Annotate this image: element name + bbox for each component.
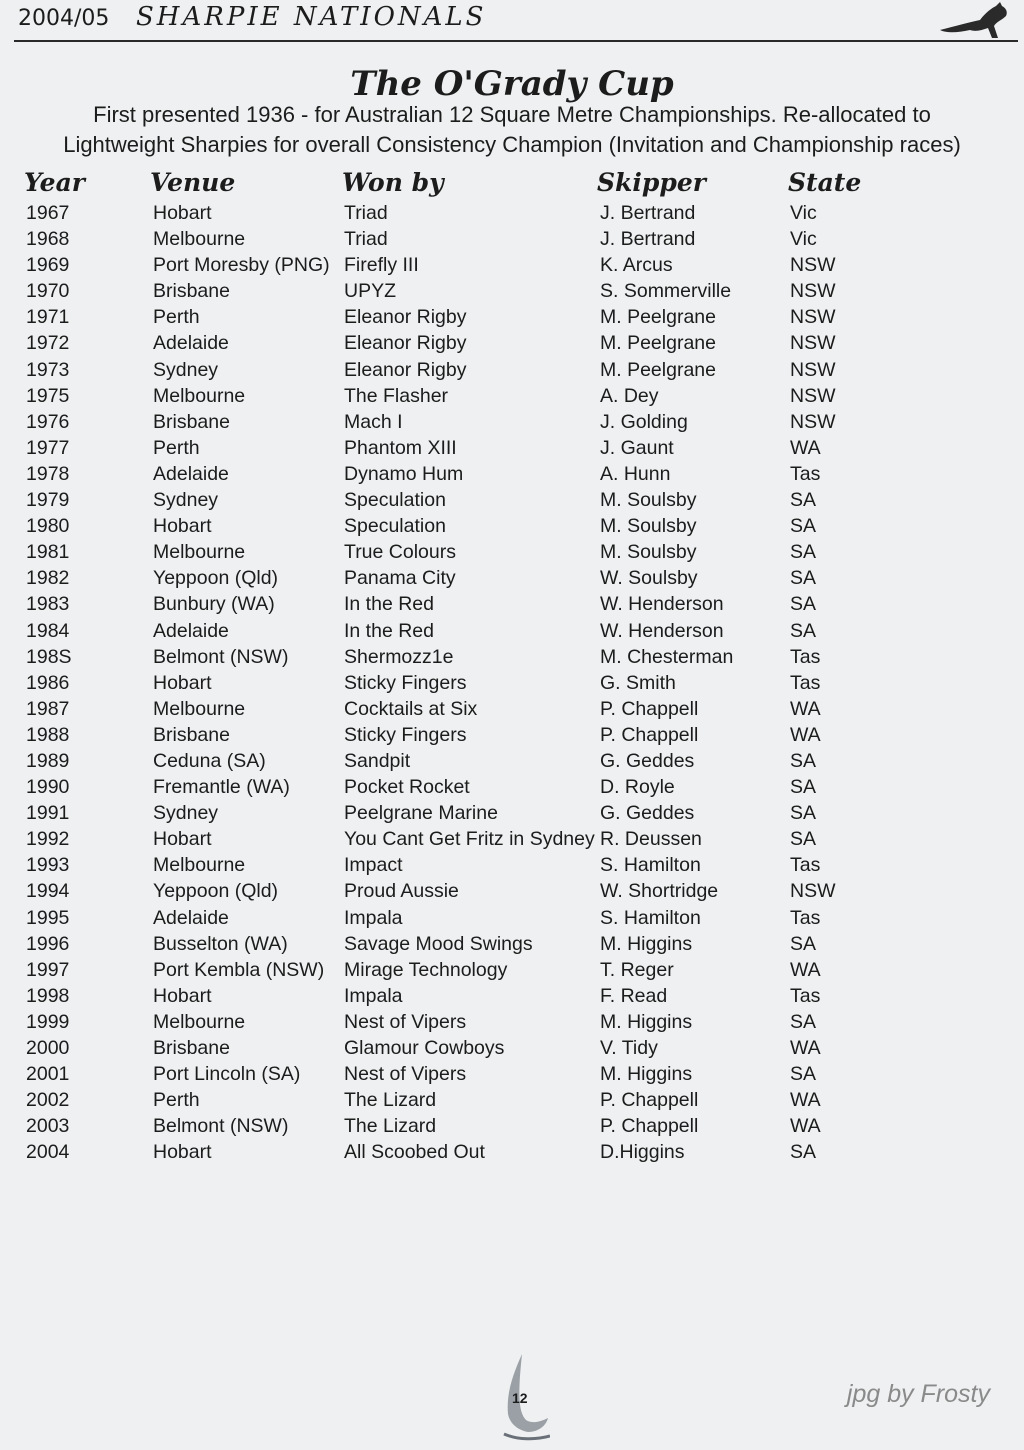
cell-venue: Brisbane	[153, 723, 230, 746]
cell-won-by: The Lizard	[344, 1115, 437, 1138]
cell-state: SA	[790, 489, 817, 512]
cell-won-by: Impala	[344, 906, 403, 929]
cell-won-by: Sticky Fingers	[344, 671, 467, 694]
cup-title: The O'Grady Cup	[350, 64, 674, 104]
table-row	[0, 826, 1024, 852]
subtitle	[40, 100, 984, 160]
cell-year: 1972	[26, 332, 70, 355]
table-row	[0, 304, 1024, 330]
cell-venue: Port Kembla (NSW)	[153, 958, 325, 981]
table-row	[0, 878, 1024, 904]
cell-won-by: You Cant Get Fritz in Sydney	[344, 828, 595, 851]
cell-venue: Hobart	[153, 984, 212, 1007]
page-number: 12	[512, 1390, 528, 1406]
cell-venue: Adelaide	[153, 462, 229, 485]
table-row	[0, 931, 1024, 957]
cell-skipper: D.Higgins	[600, 1141, 685, 1164]
cell-won-by: Speculation	[344, 515, 446, 538]
cell-skipper: F. Read	[600, 984, 668, 1007]
cell-skipper: J. Bertrand	[600, 202, 696, 224]
cell-venue: Perth	[153, 306, 200, 329]
cell-skipper: M. Peelgrane	[600, 358, 716, 381]
cell-venue: Hobart	[153, 828, 212, 851]
cell-state: SA	[790, 619, 817, 642]
cell-venue: Port Moresby (PNG)	[153, 254, 330, 277]
cell-year: 1991	[26, 802, 70, 825]
cell-skipper: W. Shortridge	[600, 880, 719, 903]
cell-skipper: W. Soulsby	[600, 567, 698, 590]
cell-year: 1971	[26, 306, 70, 329]
table-row	[0, 696, 1024, 722]
cell-year: 198S	[26, 645, 72, 668]
cell-won-by: Mach I	[344, 410, 403, 433]
cell-year: 2002	[26, 1089, 70, 1112]
cell-year: 1981	[26, 541, 70, 564]
cell-year: 1975	[26, 384, 70, 407]
table-row	[0, 330, 1024, 356]
cell-venue: Ceduna (SA)	[153, 749, 266, 772]
cell-year: 1988	[26, 723, 70, 746]
cell-venue: Port Lincoln (SA)	[153, 1063, 301, 1086]
cell-year: 1986	[26, 671, 70, 694]
cell-venue: Sydney	[153, 489, 219, 512]
cell-won-by: Peelgrane Marine	[344, 802, 498, 825]
cell-year: 1976	[26, 410, 70, 433]
cell-skipper: G. Smith	[600, 671, 676, 694]
cell-venue: Melbourne	[153, 1010, 246, 1033]
cell-skipper: J. Gaunt	[600, 436, 674, 459]
cell-venue: Bunbury (WA)	[153, 593, 275, 616]
cell-skipper: M. Higgins	[600, 932, 693, 955]
cell-state: NSW	[790, 254, 836, 277]
cell-won-by: Firefly III	[344, 254, 419, 277]
cell-state: SA	[790, 515, 817, 538]
cell-venue: Yeppoon (Qld)	[153, 567, 279, 590]
cell-venue: Melbourne	[153, 384, 246, 407]
subtitle-line-1: First presented 1936 - for Australian 12 Square Metre Championships. Re-allocated to	[93, 102, 931, 127]
cell-skipper: J. Bertrand	[600, 228, 696, 251]
cell-won-by: Speculation	[344, 489, 446, 512]
table-row	[0, 983, 1024, 1009]
cell-venue: Belmont (NSW)	[153, 1115, 289, 1138]
cell-skipper: M. Soulsby	[600, 515, 697, 538]
table-row	[0, 435, 1024, 461]
cell-skipper: P. Chappell	[600, 723, 699, 746]
cell-skipper: S. Sommerville	[600, 280, 732, 303]
column-header-year: Year	[24, 168, 85, 197]
cell-state: WA	[790, 1115, 821, 1138]
cell-won-by: Impact	[344, 854, 403, 877]
cell-state: Tas	[790, 462, 821, 485]
cell-skipper: M. Higgins	[600, 1010, 693, 1033]
cell-venue: Perth	[153, 1089, 200, 1112]
header-title: SHARPIE NATIONALS	[136, 2, 487, 32]
cell-won-by: Sticky Fingers	[344, 723, 467, 746]
table-row	[0, 1139, 1024, 1165]
cell-state: WA	[790, 1037, 821, 1059]
cell-state: Tas	[790, 906, 821, 929]
cell-won-by: The Lizard	[344, 1089, 437, 1112]
cell-skipper: M. Chesterman	[600, 645, 734, 668]
table-row	[0, 487, 1024, 513]
cell-year: 1998	[26, 984, 70, 1007]
cell-skipper: W. Henderson	[600, 619, 724, 642]
table-row	[0, 774, 1024, 800]
cell-year: 1969	[26, 254, 70, 277]
cell-state: SA	[790, 932, 817, 955]
cell-skipper: T. Reger	[600, 958, 674, 981]
cell-venue: Busselton (WA)	[153, 932, 288, 955]
cell-state: NSW	[790, 410, 836, 433]
cell-won-by: Eleanor Rigby	[344, 332, 467, 355]
table-row	[0, 252, 1024, 278]
cell-state: WA	[790, 723, 821, 746]
cell-year: 1973	[26, 358, 70, 381]
cell-skipper: J. Golding	[600, 410, 688, 433]
cell-won-by: Dynamo Hum	[344, 462, 464, 485]
column-header-won-by: Won by	[342, 168, 444, 197]
table-row	[0, 513, 1024, 539]
cell-state: SA	[790, 567, 817, 590]
cell-skipper: V. Tidy	[600, 1037, 658, 1059]
cell-skipper: G. Geddes	[600, 749, 695, 772]
cell-year: 1992	[26, 828, 70, 851]
subtitle-line-2: Lightweight Sharpies for overall Consistency Champion (Invitation and Championship races)	[63, 132, 961, 157]
cell-won-by: Triad	[344, 228, 388, 251]
cell-year: 1995	[26, 906, 70, 929]
cell-venue: Hobart	[153, 202, 212, 224]
cell-won-by: In the Red	[344, 593, 434, 616]
table-row	[0, 565, 1024, 591]
cell-venue: Brisbane	[153, 410, 230, 433]
cell-venue: Belmont (NSW)	[153, 645, 289, 668]
column-header-venue: Venue	[150, 168, 236, 197]
cell-skipper: S. Hamilton	[600, 906, 701, 929]
table-row	[0, 409, 1024, 435]
table-row	[0, 1009, 1024, 1035]
cell-won-by: Triad	[344, 202, 388, 224]
cell-won-by: Eleanor Rigby	[344, 358, 467, 381]
cell-skipper: P. Chappell	[600, 697, 699, 720]
cell-state: NSW	[790, 306, 836, 329]
cell-skipper: G. Geddes	[600, 802, 695, 825]
page-header	[14, 0, 1018, 42]
table-row	[0, 357, 1024, 383]
table-row	[0, 461, 1024, 487]
cell-won-by: Shermozz1e	[344, 645, 454, 668]
cell-won-by: Mirage Technology	[344, 958, 508, 981]
cell-year: 1993	[26, 854, 70, 877]
photo-credit: jpg by Frosty	[846, 1380, 990, 1408]
cell-state: NSW	[790, 384, 836, 407]
cell-year: 1977	[26, 436, 70, 459]
cell-venue: Hobart	[153, 1141, 212, 1164]
table-row	[0, 539, 1024, 565]
table-row	[0, 670, 1024, 696]
cell-won-by: Savage Mood Swings	[344, 932, 533, 955]
table-row	[0, 591, 1024, 617]
cell-venue: Melbourne	[153, 854, 246, 877]
cell-venue: Sydney	[153, 802, 219, 825]
table-row	[0, 957, 1024, 983]
cell-won-by: In the Red	[344, 619, 434, 642]
cell-won-by: UPYZ	[344, 280, 397, 303]
table-row	[0, 618, 1024, 644]
cell-state: SA	[790, 749, 817, 772]
cell-won-by: Cocktails at Six	[344, 697, 478, 720]
cell-state: WA	[790, 436, 821, 459]
cell-won-by: True Colours	[344, 541, 456, 564]
cell-won-by: Nest of Vipers	[344, 1063, 467, 1086]
column-header-state: State	[788, 168, 862, 197]
column-header-skipper: Skipper	[597, 168, 706, 197]
table-row	[0, 383, 1024, 409]
cell-venue: Hobart	[153, 671, 212, 694]
cell-venue: Perth	[153, 436, 200, 459]
cell-venue: Fremantle (WA)	[153, 776, 290, 799]
cell-venue: Adelaide	[153, 332, 229, 355]
cell-year: 1996	[26, 932, 70, 955]
cell-year: 1982	[26, 567, 70, 590]
cell-skipper: D. Royle	[600, 776, 675, 799]
cell-year: 1980	[26, 515, 70, 538]
cell-state: Tas	[790, 671, 821, 694]
cell-state: SA	[790, 1141, 817, 1164]
cell-state: Tas	[790, 854, 821, 877]
cell-year: 1984	[26, 619, 70, 642]
cell-skipper: M. Soulsby	[600, 541, 697, 564]
cell-won-by: Impala	[344, 984, 403, 1007]
table-row	[0, 226, 1024, 252]
cell-year: 1994	[26, 880, 70, 903]
cell-won-by: Glamour Cowboys	[344, 1037, 505, 1059]
cell-won-by: Proud Aussie	[344, 880, 459, 903]
table-row	[0, 722, 1024, 748]
header-year: 2004/05	[18, 6, 110, 31]
cell-year: 1999	[26, 1010, 70, 1033]
cell-state: Tas	[790, 645, 821, 668]
cell-venue: Sydney	[153, 358, 219, 381]
cell-state: SA	[790, 828, 817, 851]
cell-skipper: P. Chappell	[600, 1115, 699, 1138]
cell-skipper: M. Higgins	[600, 1063, 693, 1086]
cell-skipper: R. Deussen	[600, 828, 702, 851]
table-row	[0, 748, 1024, 774]
cell-venue: Melbourne	[153, 697, 246, 720]
cell-state: SA	[790, 541, 817, 564]
cell-state: SA	[790, 593, 817, 616]
cell-skipper: P. Chappell	[600, 1089, 699, 1112]
cell-year: 1990	[26, 776, 70, 799]
table-row	[0, 905, 1024, 931]
table-row	[0, 1035, 1024, 1061]
cell-year: 2001	[26, 1063, 70, 1086]
table-row	[0, 1087, 1024, 1113]
cell-won-by: Phantom XIII	[344, 436, 457, 459]
kangaroo-icon	[936, 0, 1014, 44]
table-row	[0, 852, 1024, 878]
cell-state: WA	[790, 697, 821, 720]
cell-skipper: M. Peelgrane	[600, 306, 716, 329]
results-table	[0, 200, 1024, 1165]
table-row	[0, 200, 1024, 226]
cell-year: 2004	[26, 1141, 70, 1164]
cell-state: NSW	[790, 880, 836, 903]
cell-skipper: A. Hunn	[600, 462, 671, 485]
cell-venue: Brisbane	[153, 280, 230, 303]
table-row	[0, 1061, 1024, 1087]
cell-venue: Brisbane	[153, 1037, 230, 1059]
cell-state: SA	[790, 776, 817, 799]
cell-skipper: W. Henderson	[600, 593, 724, 616]
cell-won-by: Eleanor Rigby	[344, 306, 467, 329]
cell-venue: Melbourne	[153, 228, 246, 251]
cell-year: 1997	[26, 958, 70, 981]
cell-won-by: Pocket Rocket	[344, 776, 470, 799]
cell-won-by: Panama City	[344, 567, 456, 590]
cell-won-by: The Flasher	[344, 384, 449, 407]
table-row	[0, 278, 1024, 304]
cell-state: WA	[790, 958, 821, 981]
cell-state: Vic	[790, 228, 817, 251]
cell-year: 1968	[26, 228, 70, 251]
cell-venue: Adelaide	[153, 906, 229, 929]
cell-state: Tas	[790, 984, 821, 1007]
cell-year: 1989	[26, 749, 70, 772]
cell-state: NSW	[790, 332, 836, 355]
cell-year: 1983	[26, 593, 70, 616]
cell-state: NSW	[790, 358, 836, 381]
cell-skipper: M. Soulsby	[600, 489, 697, 512]
cell-year: 1987	[26, 697, 70, 720]
cell-year: 2000	[26, 1037, 70, 1059]
cell-year: 2003	[26, 1115, 70, 1138]
cell-skipper: K. Arcus	[600, 254, 673, 277]
cell-won-by: Sandpit	[344, 749, 411, 772]
table-row	[0, 644, 1024, 670]
cell-venue: Adelaide	[153, 619, 229, 642]
cell-state: Vic	[790, 202, 817, 224]
cell-year: 1970	[26, 280, 70, 303]
cell-state: SA	[790, 1010, 817, 1033]
cell-year: 1979	[26, 489, 70, 512]
table-row	[0, 800, 1024, 826]
cell-won-by: All Scoobed Out	[344, 1141, 485, 1164]
cell-skipper: S. Hamilton	[600, 854, 701, 877]
cell-won-by: Nest of Vipers	[344, 1010, 467, 1033]
cell-venue: Melbourne	[153, 541, 246, 564]
cell-venue: Hobart	[153, 515, 212, 538]
cell-state: SA	[790, 802, 817, 825]
cell-state: SA	[790, 1063, 817, 1086]
cell-state: WA	[790, 1089, 821, 1112]
cell-year: 1967	[26, 202, 70, 224]
cell-skipper: A. Dey	[600, 384, 659, 407]
cell-state: NSW	[790, 280, 836, 303]
cell-venue: Yeppoon (Qld)	[153, 880, 279, 903]
table-row	[0, 1113, 1024, 1139]
cell-skipper: M. Peelgrane	[600, 332, 716, 355]
cell-year: 1978	[26, 462, 70, 485]
